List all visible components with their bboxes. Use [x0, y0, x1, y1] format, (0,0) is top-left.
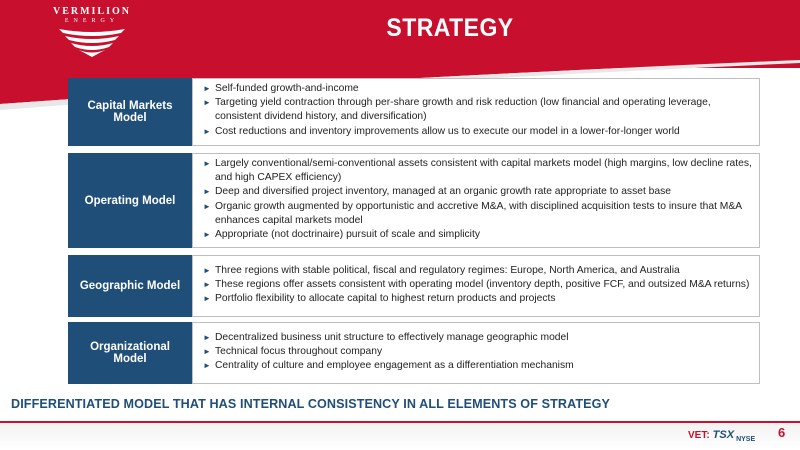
bullet-arrow-icon: ► [203, 347, 211, 357]
row-capital-markets-model [68, 78, 760, 146]
row-body [192, 322, 760, 384]
slide-title: STRATEGY [386, 14, 514, 42]
row-label: Geographic Model [68, 255, 192, 317]
bullet-item: ► Largely conventional/semi-conventional assets consistent with capital markets model (high margins, low decline rates, and high CAPEX efficiency) [203, 157, 753, 185]
bullet-item: ► Deep and diversified project inventory, managed at an organic growth rate appropriate to asset base [203, 185, 753, 199]
bullet-arrow-icon: ► [203, 201, 211, 211]
bullet-arrow-icon: ► [203, 159, 211, 168]
ticker-prefix: VET: [688, 429, 710, 441]
bullet-item: ► Portfolio flexibility to allocate capital to highest return products and projects [203, 292, 753, 306]
bullet-arrow-icon: ► [203, 266, 211, 275]
ticker-symbols [688, 425, 755, 445]
row-body [192, 78, 760, 146]
row-geographic-model [68, 255, 760, 317]
bullet-item: ► Self-funded growth-and-income [203, 82, 753, 96]
bullet-item: ► Appropriate (not doctrinaire) pursuit of scale and simplicity [203, 228, 753, 242]
bullet-item: ► Centrality of culture and employee engagement as a differentiation mechanism [203, 359, 753, 373]
bullet-arrow-icon: ► [203, 230, 211, 240]
page-number: 6 [778, 425, 786, 440]
bullet-item: ► Targeting yield contraction through per-share growth and risk reduction (low financial and operating leverage, consistent dividend history, and diversification) [203, 96, 753, 124]
row-body [192, 153, 760, 248]
bullet-item: ► Technical focus throughout company [203, 345, 753, 359]
bullet-item: ► These regions offer assets consistent with operating model (inventory depth, positive FCF, and outsized M&A returns) [203, 278, 753, 292]
row-label: Organizational Model [68, 322, 192, 384]
bullet-arrow-icon: ► [203, 280, 211, 290]
footer-divider [0, 421, 800, 423]
bullet-arrow-icon: ► [203, 333, 211, 342]
bullet-arrow-icon: ► [203, 98, 211, 108]
ticker-exchange-tsx: TSX [712, 429, 735, 441]
row-body [192, 255, 760, 317]
bullet-arrow-icon: ► [203, 361, 211, 371]
bullet-item: ► Three regions with stable political, fiscal and regulatory regimes: Europe, North America, and Australia [203, 264, 753, 278]
row-organizational-model [68, 322, 760, 384]
bullet-arrow-icon: ► [203, 294, 211, 304]
row-label: Capital Markets Model [68, 78, 192, 146]
bullet-arrow-icon: ► [203, 84, 211, 93]
logo-sub: ENERGY [64, 18, 120, 24]
logo-mark-icon [57, 27, 127, 57]
row-operating-model [68, 153, 760, 248]
bullet-arrow-icon: ► [203, 187, 211, 197]
bullet-arrow-icon: ► [203, 126, 211, 136]
logo-name: VERMILION [52, 6, 131, 17]
bullet-item: ► Organic growth augmented by opportunistic and accretive M&A, with disciplined acquisition tests to insure that M&A enhances capital markets model [203, 200, 753, 228]
row-label: Operating Model [68, 153, 192, 248]
ticker-exchange-nyse: NYSE [736, 435, 756, 443]
company-logo [22, 6, 162, 66]
slide-tagline: DIFFERENTIATED MODEL THAT HAS INTERNAL CONSISTENCY IN ALL ELEMENTS OF STRATEGY [11, 397, 611, 411]
bullet-item: ► Decentralized business unit structure to effectively manage geographic model [203, 331, 753, 345]
bullet-item: ► Cost reductions and inventory improvements allow us to execute our model in a lower-for-longer world [203, 125, 753, 139]
footer-shade [0, 423, 800, 450]
